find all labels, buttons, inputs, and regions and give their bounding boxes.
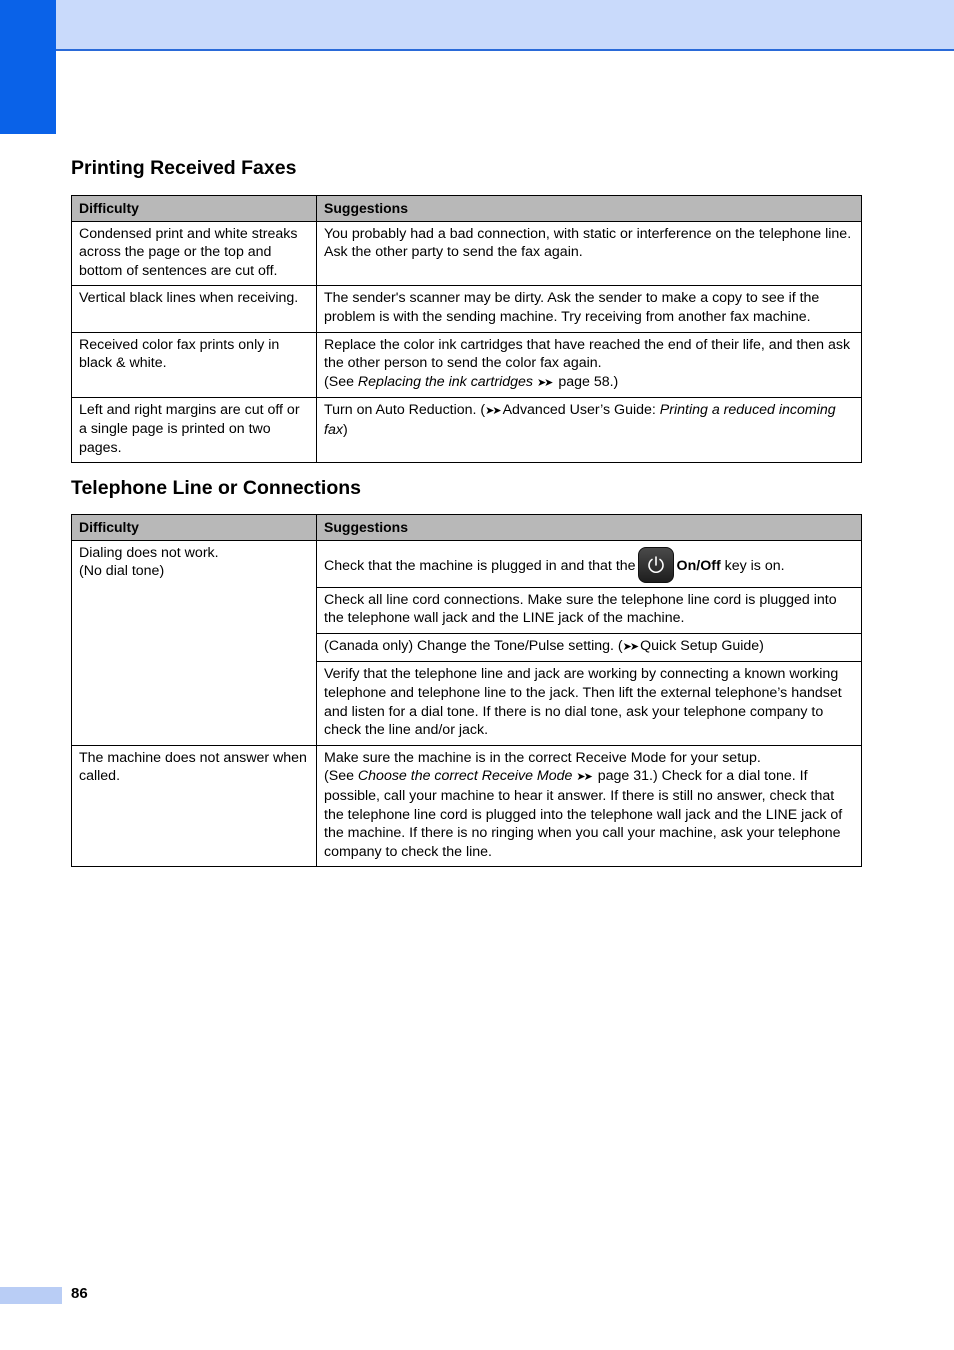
difficulty-cell: Condensed print and white streaks across the page or the top and bottom of sentences are cut off. [72,221,317,286]
reference-title: Choose the correct Receive Mode [357,768,573,785]
see-reference [324,767,854,861]
header-difficulty: Difficulty [72,196,317,222]
table-row [72,540,862,587]
double-arrow-icon: ➤➤ [622,640,638,653]
key-name: On/Off [676,557,721,574]
header-suggestions: Suggestions [317,515,862,541]
suggestion-cell: The sender's scanner may be dirty. Ask the sender to make a copy to see if the problem is with the sending machine. Try receiving from another fax machine. [317,286,862,332]
table-row [72,745,862,867]
suggestion-cell: Check all line cord connections. Make sure the telephone line cord is plugged into the telephone wall jack and the LINE jack of the machine. [317,587,862,633]
suggestion-cell [317,745,862,867]
guide-reference: Printing a reduced incoming fax [324,402,836,438]
see-rest: page 31.) Check for a dial tone. If possible, call your machine to hear it answer. If there is still no answer, check that the telephone line cord is plugged into the telephone wall jack and the LINE jack of the machine. If there is no ringing when you call your machine, ask your telephone company to check the line. [324,768,843,860]
difficulty-cell [72,540,317,745]
difficulty-line: Dialing does not work. [79,544,219,561]
suggestion-text: Check that the machine is plugged in and that the [324,557,636,574]
chapter-tab [0,0,56,134]
header-band [0,0,954,51]
double-arrow-icon: ➤➤ [485,405,500,418]
table-printing-faxes [71,195,862,463]
page-number: 86 [71,1285,88,1302]
see-reference [324,373,854,393]
suggestion-text: Make sure the machine is in the correct Receive Mode for your setup. [324,749,761,766]
difficulty-cell: The machine does not answer when called. [72,745,317,867]
difficulty-line: (No dial tone) [79,563,165,580]
header-suggestions: Suggestions [317,196,862,222]
suggestion-text: key is on. [720,557,785,574]
see-open: (See [324,768,358,785]
table-header-row [72,196,862,222]
difficulty-cell: Vertical black lines when receiving. [72,286,317,332]
table-telephone-line [71,514,862,867]
table-row [72,221,862,286]
reference-title: Replacing the ink cartridges [357,373,533,390]
table-row [72,332,862,398]
guide-name: Advanced User’s Guide: [502,402,660,419]
table-row [72,398,862,463]
see-close: page 58.) [554,373,619,390]
suggestion-cell: Verify that the telephone line and jack are working by connecting a known working telephone and telephone line to the jack. Then lift the external telephone’s handset and listen for a dial tone. If there is no dial tone, ask your telephone company to check the line and/or jack. [317,662,862,745]
close-paren: ) [342,421,348,438]
suggestion-text: Turn on Auto Reduction. ( [324,402,486,419]
suggestion-text: Replace the color ink cartridges that have reached the end of their life, and then ask the other person to send the color fax again. [324,336,851,372]
suggestion-cell: You probably had a bad connection, with static or interference on the telephone line. Ask the other party to send the fax again. [317,221,862,286]
table-header-row [72,515,862,541]
see-open: (See [324,373,358,390]
double-arrow-icon: ➤➤ [576,771,591,784]
difficulty-cell: Received color fax prints only in black & white. [72,332,317,398]
section-title-telephone: Telephone Line or Connections [71,477,361,499]
power-key-icon [638,547,674,583]
suggestion-cell [317,398,862,463]
double-arrow-icon: ➤➤ [536,376,552,389]
section-title-printing: Printing Received Faxes [71,157,297,179]
suggestion-cell [317,540,862,587]
guide-name: Quick Setup Guide) [640,637,764,654]
table-row [72,286,862,332]
page-number-bar [0,1287,62,1304]
suggestion-cell [317,332,862,398]
suggestion-text: (Canada only) Change the Tone/Pulse setting. ( [324,637,623,654]
header-difficulty: Difficulty [72,515,317,541]
difficulty-cell: Left and right margins are cut off or a single page is printed on two pages. [72,398,317,463]
suggestion-cell [317,633,862,662]
